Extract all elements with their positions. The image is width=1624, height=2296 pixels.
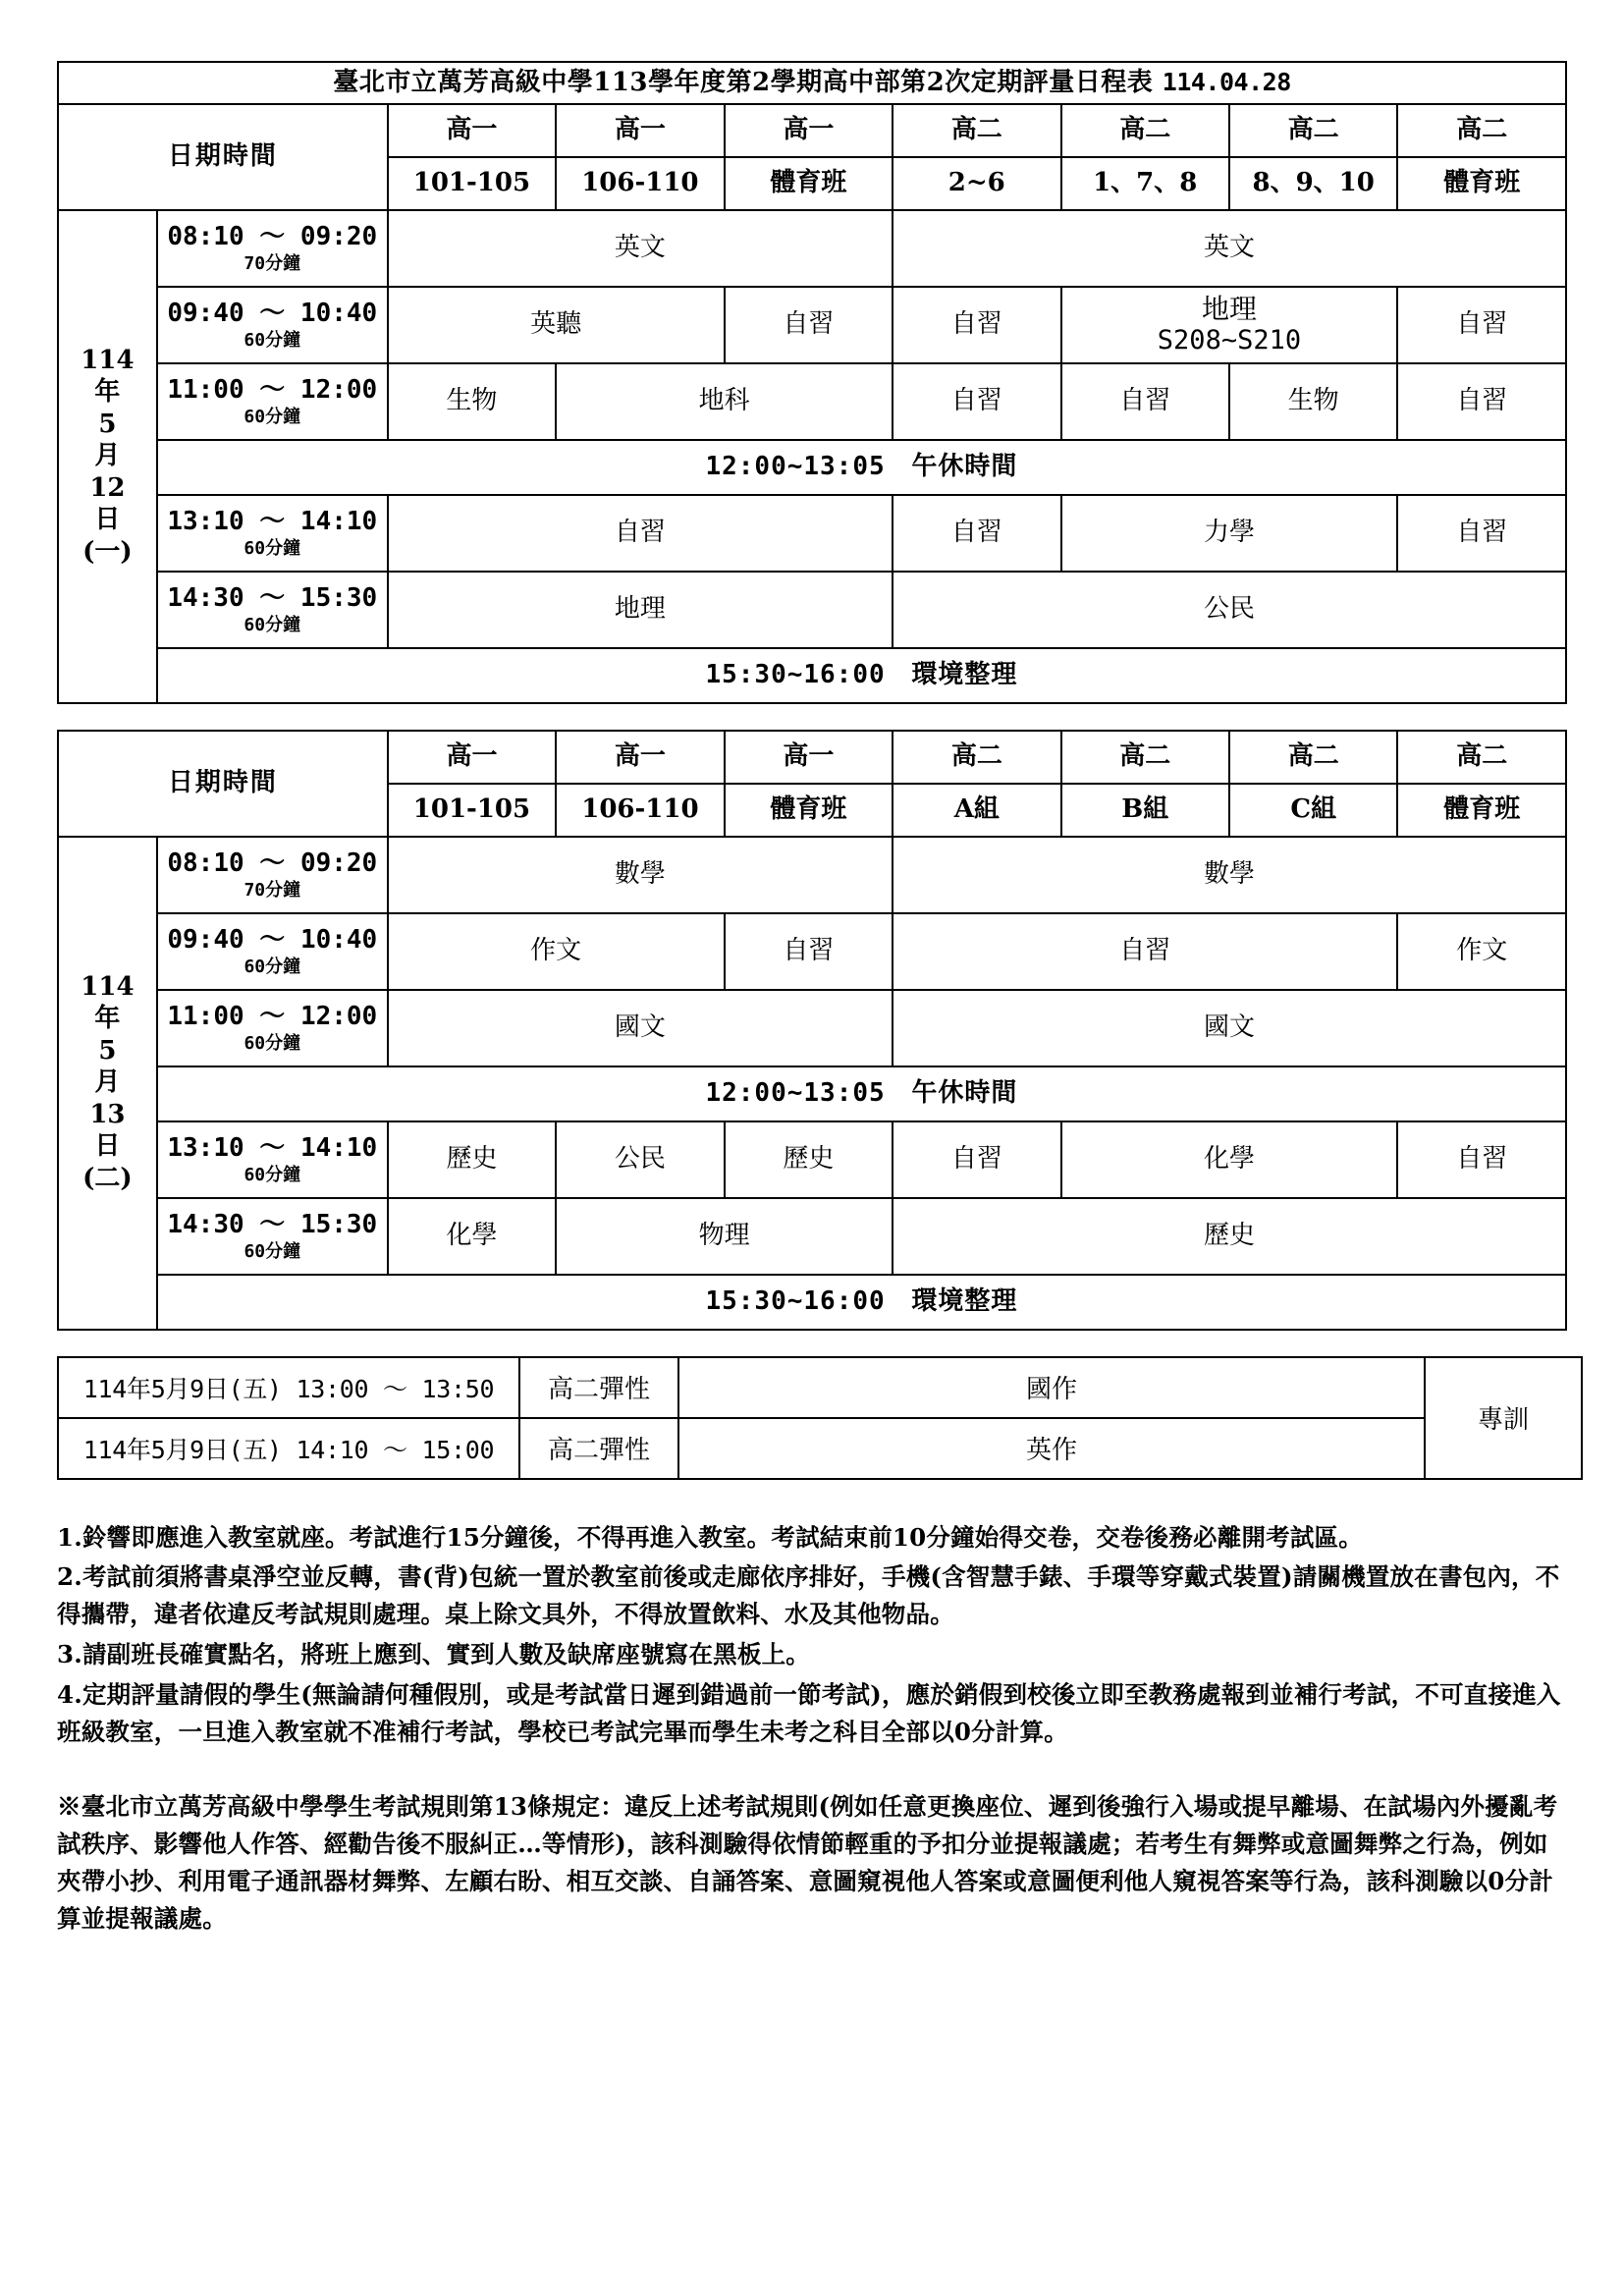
day2-cleanup-row <box>157 1275 1566 1330</box>
day2-cleanup-time: 15:30~16:00 <box>705 1286 886 1317</box>
day2-class-4: A組 <box>893 784 1060 837</box>
day2-time-5-range: 14:30 ～ 15:30 <box>167 1210 378 1239</box>
day2-class-1: 101-105 <box>388 784 556 837</box>
exam-rule-note: ※臺北市立萬芳高級中學學生考試規則第13條規定：違反上述考試規則(例如任意更換座位、遲到後強行入場或提早離場、在試場內外擾亂考試秩序、影響他人作答、經勸告後不服糾正…等情形)，該科測驗得依情節輕重的予扣分並提報議處；若考生有舞弊或意圖舞弊之行為，例如夾帶小抄、利用電子通訊器材舞弊、左顧右盼、相互交談、自誦答案、意圖窺視他人答案或意圖便利他人窺視答案等行為，該科測驗以0分計算並提報議處。 <box>57 1792 1558 1934</box>
day1-time-2 <box>157 287 388 363</box>
day1-p2-subject-a: 英聽 <box>388 287 725 363</box>
day1-grade-5: 高二 <box>1061 104 1229 157</box>
day1-time-4-range: 13:10 ～ 14:10 <box>167 507 378 536</box>
document-title <box>58 62 1566 104</box>
day1-time-5 <box>157 572 388 648</box>
day1-class-1: 101-105 <box>388 157 556 210</box>
day1-class-6: 8、9、10 <box>1229 157 1397 210</box>
day2-p3-subject-b: 國文 <box>893 990 1566 1066</box>
day1-p5-subject-a: 地理 <box>388 572 893 648</box>
day1-class-3: 體育班 <box>725 157 893 210</box>
day2-time-1-duration: 70分鐘 <box>244 879 301 901</box>
day1-p4-subject-b: 自習 <box>893 495 1060 572</box>
day2-grade-2: 高一 <box>556 731 724 784</box>
notes-section <box>57 1519 1567 1939</box>
day2-time-2-duration: 60分鐘 <box>244 956 301 977</box>
day2-p2-subject-c: 自習 <box>893 913 1397 990</box>
day2-class-7: 體育班 <box>1397 784 1566 837</box>
day1-lunch-time: 12:00~13:05 <box>705 452 886 482</box>
day2-time-3-duration: 60分鐘 <box>244 1032 301 1054</box>
day2-time-4-range: 13:10 ～ 14:10 <box>167 1133 378 1163</box>
day2-grade-4: 高二 <box>893 731 1060 784</box>
day2-time-5-duration: 60分鐘 <box>244 1240 301 1262</box>
day2-p5-subject-a: 化學 <box>388 1198 556 1275</box>
note-item-3: 3.請副班長確實點名，將班上應到、實到人數及缺席座號寫在黑板上。 <box>57 1640 810 1669</box>
day1-class-4: 2~6 <box>893 157 1060 210</box>
schedule-table-day1 <box>57 61 1567 704</box>
day1-class-7: 體育班 <box>1397 157 1566 210</box>
day2-time-3 <box>157 990 388 1066</box>
day1-corner-label: 日期時間 <box>58 104 388 210</box>
day2-grade-3: 高一 <box>725 731 893 784</box>
day1-p3-subject-f: 自習 <box>1397 363 1566 440</box>
day2-p4-subject-c: 歷史 <box>725 1121 893 1198</box>
day2-lunch-label: 午休時間 <box>911 1078 1018 1109</box>
day1-grade-1: 高一 <box>388 104 556 157</box>
day2-corner-label: 日期時間 <box>58 731 388 837</box>
table-spacer <box>57 704 1567 730</box>
day2-grade-5: 高二 <box>1061 731 1229 784</box>
day1-date-label: 114 年 5 月 12 日 (一) <box>58 210 157 703</box>
day1-class-2: 106-110 <box>556 157 724 210</box>
day1-grade-4: 高二 <box>893 104 1060 157</box>
day1-time-2-range: 09:40 ～ 10:40 <box>167 299 378 328</box>
day1-p3-subject-d: 自習 <box>1061 363 1229 440</box>
flex-right-label: 專訓 <box>1425 1357 1582 1479</box>
day1-time-4-duration: 60分鐘 <box>244 537 301 559</box>
day1-p2-subject-d-name: 地理 <box>1201 292 1257 325</box>
day2-lunch-row <box>157 1066 1566 1121</box>
day2-grade-1: 高一 <box>388 731 556 784</box>
day1-p4-subject-d: 自習 <box>1397 495 1566 572</box>
flex-row-1-subject: 國作 <box>678 1357 1425 1418</box>
day1-grade-2: 高一 <box>556 104 724 157</box>
day1-p4-subject-c: 力學 <box>1061 495 1398 572</box>
day1-p3-subject-a: 生物 <box>388 363 556 440</box>
day1-time-1 <box>157 210 388 287</box>
day1-p1-subject-b: 英文 <box>893 210 1566 287</box>
day2-p2-subject-d: 作文 <box>1397 913 1566 990</box>
day2-p3-subject-a: 國文 <box>388 990 893 1066</box>
day1-time-2-duration: 60分鐘 <box>244 329 301 351</box>
flexible-exam-table <box>57 1356 1583 1480</box>
day1-time-3 <box>157 363 388 440</box>
day2-time-5 <box>157 1198 388 1275</box>
day2-p4-subject-f: 自習 <box>1397 1121 1566 1198</box>
day1-p3-subject-e: 生物 <box>1229 363 1397 440</box>
day2-time-4 <box>157 1121 388 1198</box>
day1-time-5-duration: 60分鐘 <box>244 614 301 635</box>
document-title-text: 臺北市立萬芳高級中學113學年度第2學期高中部第2次定期評量日程表 <box>333 68 1154 97</box>
day1-cleanup-time: 15:30~16:00 <box>705 660 886 690</box>
flex-row-2-when: 114年5月9日(五) 14:10 ～ 15:00 <box>58 1418 519 1479</box>
day2-lunch-time: 12:00~13:05 <box>705 1078 886 1109</box>
day1-time-3-duration: 60分鐘 <box>244 406 301 427</box>
day1-class-5: 1、7、8 <box>1061 157 1229 210</box>
flex-row-1-when: 114年5月9日(五) 13:00 ～ 13:50 <box>58 1357 519 1418</box>
day2-time-2 <box>157 913 388 990</box>
day1-time-4 <box>157 495 388 572</box>
day2-date-label: 114 年 5 月 13 日 (二) <box>58 837 157 1330</box>
day1-time-1-range: 08:10 ～ 09:20 <box>167 222 378 251</box>
schedule-table-day2 <box>57 730 1567 1331</box>
day1-p2-subject-e: 自習 <box>1397 287 1566 363</box>
day2-time-4-duration: 60分鐘 <box>244 1164 301 1185</box>
day1-cleanup-row <box>157 648 1566 703</box>
note-item-2: 2.考試前須將書桌淨空並反轉，書(背)包統一置於教室前後或走廊依序排好，手機(含智慧手錶、手環等穿戴式裝置)請關機置放在書包內，不得攜帶，違者依違反考試規則處理。桌上除文具外，不得放置飲料、水及其他物品。 <box>57 1562 1560 1629</box>
day2-class-2: 106-110 <box>556 784 724 837</box>
note-item-1: 1.鈴響即應進入教室就座。考試進行15分鐘後，不得再進入教室。考試結束前10分鐘始得交卷，交卷後務必離開考試區。 <box>57 1522 1363 1552</box>
day2-p4-subject-b: 公民 <box>556 1121 724 1198</box>
day2-grade-6: 高二 <box>1229 731 1397 784</box>
document-title-date: 114.04.28 <box>1162 68 1291 96</box>
day2-p4-subject-d: 自習 <box>893 1121 1060 1198</box>
day2-p1-subject-a: 數學 <box>388 837 893 913</box>
day1-grade-7: 高二 <box>1397 104 1566 157</box>
day2-p4-subject-a: 歷史 <box>388 1121 556 1198</box>
day1-p2-subject-d <box>1061 287 1398 363</box>
day2-time-3-range: 11:00 ～ 12:00 <box>167 1002 378 1031</box>
day2-p5-subject-c: 歷史 <box>893 1198 1566 1275</box>
day1-p2-subject-c: 自習 <box>893 287 1060 363</box>
day2-time-1-range: 08:10 ～ 09:20 <box>167 848 378 878</box>
day2-p5-subject-b: 物理 <box>556 1198 893 1275</box>
day2-p2-subject-a: 作文 <box>388 913 725 990</box>
day1-time-1-duration: 70分鐘 <box>244 252 301 274</box>
day1-p2-subject-b: 自習 <box>725 287 893 363</box>
day1-p5-subject-b: 公民 <box>893 572 1566 648</box>
day2-time-1 <box>157 837 388 913</box>
day1-p2-subject-d-room: S208~S210 <box>1157 325 1302 356</box>
day1-grade-3: 高一 <box>725 104 893 157</box>
day2-class-6: C組 <box>1229 784 1397 837</box>
day2-p1-subject-b: 數學 <box>893 837 1566 913</box>
flex-row-1-group: 高二彈性 <box>519 1357 678 1418</box>
day1-lunch-row <box>157 440 1566 495</box>
flex-row-2-group: 高二彈性 <box>519 1418 678 1479</box>
day1-p1-subject-a: 英文 <box>388 210 893 287</box>
day2-p4-subject-e: 化學 <box>1061 1121 1398 1198</box>
day1-cleanup-label: 環境整理 <box>911 660 1018 690</box>
day1-lunch-label: 午休時間 <box>911 452 1018 482</box>
day1-time-3-range: 11:00 ～ 12:00 <box>167 375 378 405</box>
day1-grade-6: 高二 <box>1229 104 1397 157</box>
day1-time-5-range: 14:30 ～ 15:30 <box>167 583 378 613</box>
day2-time-2-range: 09:40 ～ 10:40 <box>167 925 378 955</box>
note-item-4: 4.定期評量請假的學生(無論請何種假別，或是考試當日遲到錯過前一節考試)，應於銷假到校後立即至教務處報到並補行考試，不可直接進入班級教室，一旦進入教室就不准補行考試，學校已考試完畢而學生未考之科目全部以0分計算。 <box>57 1680 1561 1747</box>
day1-p3-subject-b: 地科 <box>556 363 893 440</box>
day2-class-3: 體育班 <box>725 784 893 837</box>
day2-grade-7: 高二 <box>1397 731 1566 784</box>
day1-p4-subject-a: 自習 <box>388 495 893 572</box>
day2-p2-subject-b: 自習 <box>725 913 893 990</box>
flex-row-2-subject: 英作 <box>678 1418 1425 1479</box>
day1-p3-subject-c: 自習 <box>893 363 1060 440</box>
day2-class-5: B組 <box>1061 784 1229 837</box>
day2-cleanup-label: 環境整理 <box>911 1286 1018 1317</box>
